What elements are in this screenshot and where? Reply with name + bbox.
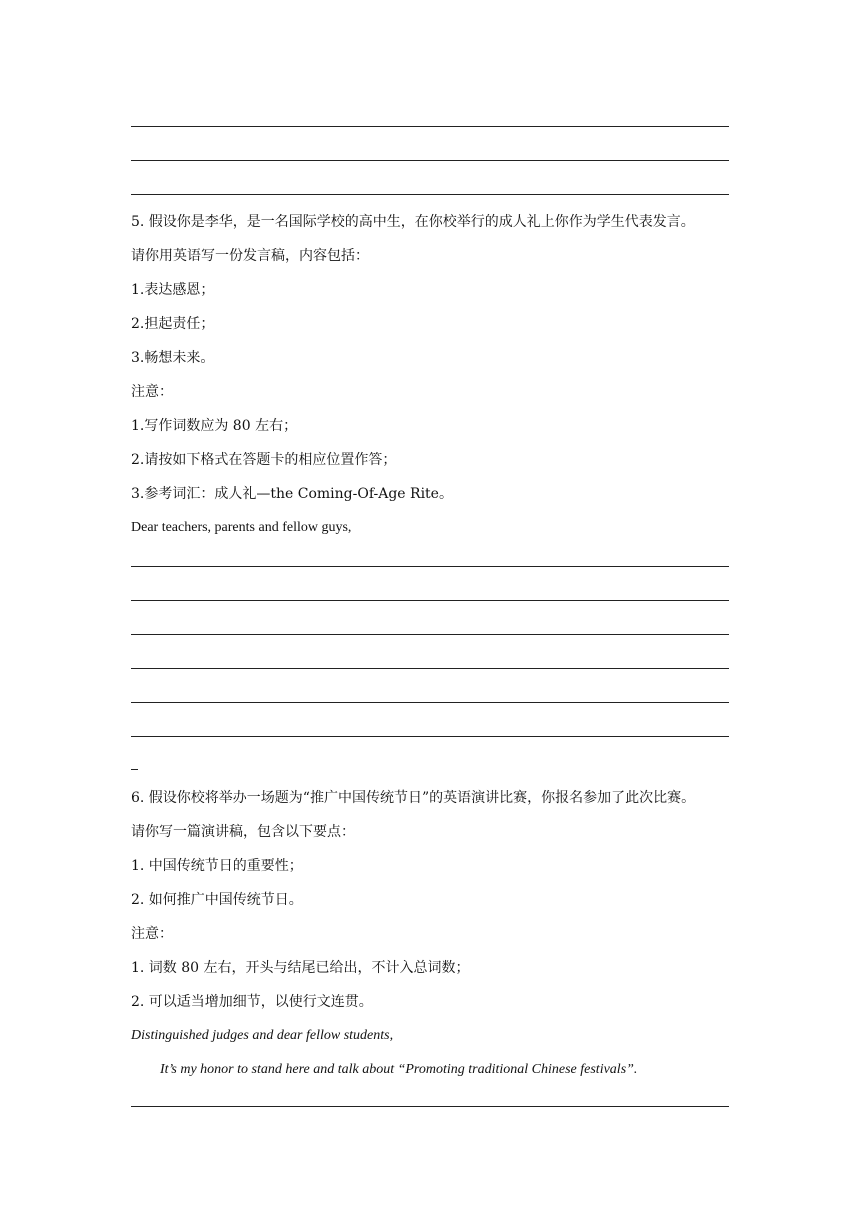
q6-salutation: Distinguished judges and dear fellow students, [131, 1028, 394, 1043]
q6-prompt-line2: 请你写一篇演讲稿，包含以下要点： [131, 824, 355, 840]
answer-line [131, 566, 729, 567]
q5-note-2: 2.请按如下格式在答题卡的相应位置作答； [131, 452, 397, 468]
q5-notes-title: 注意： [131, 384, 173, 400]
q5-salutation: Dear teachers, parents and fellow guys, [131, 520, 352, 535]
answer-line [131, 1106, 729, 1107]
q5-point-3: 3.畅想未来。 [131, 350, 215, 366]
q5-point-1: 1.表达感恩； [131, 282, 215, 298]
q5-prompt-line1: 5. 假设你是李华，是一名国际学校的高中生，在你校举行的成人礼上你作为学生代表发言。 [131, 214, 695, 230]
q6-note-2: 2. 可以适当增加细节，以使行文连贯。 [131, 994, 373, 1010]
q6-opening-sentence: It’s my honor to stand here and talk about “Promoting traditional Chinese festivals”. [160, 1062, 638, 1077]
q5-point-2: 2.担起责任； [131, 316, 215, 332]
answer-line [131, 634, 729, 635]
q5-note-3: 3.参考词汇：成人礼—the Coming-Of-Age Rite。 [131, 486, 453, 502]
answer-line [131, 702, 729, 703]
answer-line-dash [131, 769, 138, 770]
answer-line [131, 160, 729, 161]
q6-note-1: 1. 词数 80 左右，开头与结尾已给出，不计入总词数； [131, 960, 470, 976]
q6-point-1: 1. 中国传统节日的重要性； [131, 858, 303, 874]
q6-prompt-line1: 6. 假设你校将举办一场题为“推广中国传统节日”的英语演讲比赛，你报名参加了此次比赛。 [131, 790, 696, 806]
answer-line [131, 126, 729, 127]
q5-note-1: 1.写作词数应为 80 左右； [131, 418, 298, 434]
q6-notes-title: 注意： [131, 926, 173, 942]
answer-line [131, 668, 729, 669]
q6-point-2: 2. 如何推广中国传统节日。 [131, 892, 303, 908]
answer-line [131, 736, 729, 737]
answer-line [131, 194, 729, 195]
answer-line [131, 600, 729, 601]
q5-prompt-line2: 请你用英语写一份发言稿，内容包括： [131, 248, 369, 264]
